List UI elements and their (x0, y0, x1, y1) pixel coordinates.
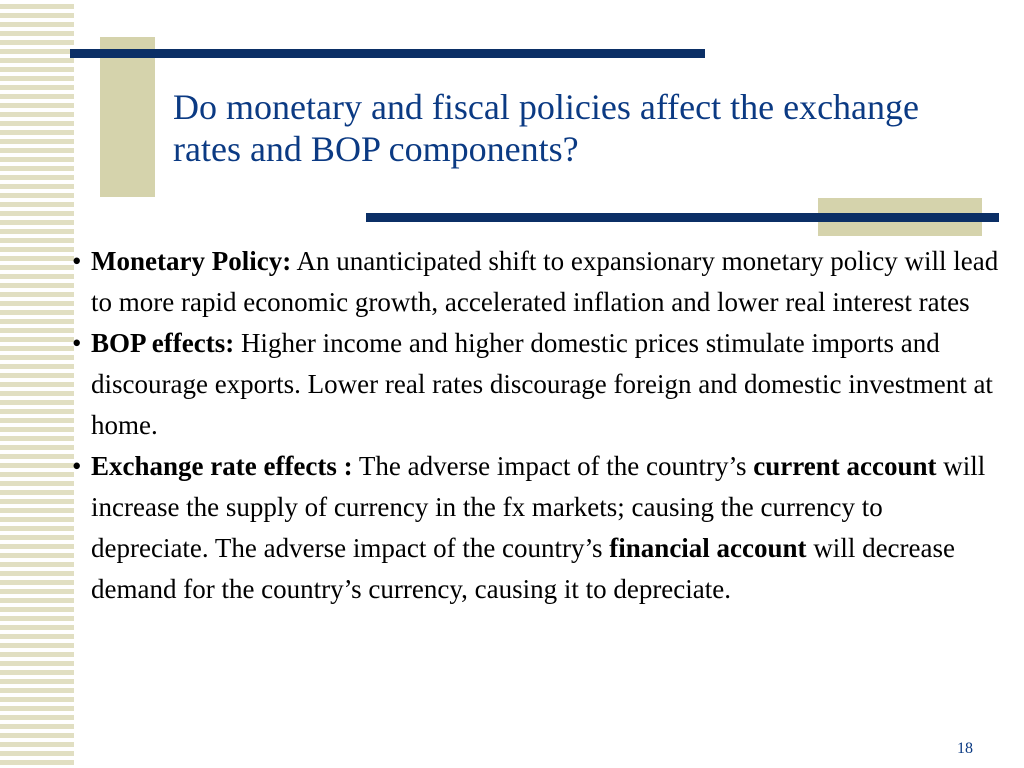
bullet-text (91, 446, 1007, 610)
bullet-heading: Monetary Policy: (91, 246, 292, 276)
bullet-body-part: will increase the supply of currency in the fx markets; causing the currency to depreciate. The adverse impact of the country’s (91, 451, 986, 563)
bullet-body-part: The adverse impact of the country’s (352, 451, 754, 481)
bullet-heading: BOP effects: (91, 328, 235, 358)
bullet-item-exchange-rate-effects (72, 446, 1007, 610)
bullet-text (91, 323, 1007, 446)
bullet-item-bop-effects (72, 323, 1007, 446)
bullet-symbol: • (72, 328, 82, 358)
left-stripe-decoration (0, 0, 74, 768)
bullet-body-part: will decrease demand for the country’s currency, causing it to depreciate. (91, 533, 955, 604)
slide-title: Do monetary and fiscal policies affect the exchange rates and BOP components? (173, 87, 920, 169)
bullet-symbol: • (72, 246, 82, 276)
title-accent-block (100, 37, 155, 197)
bottom-rule (366, 213, 999, 222)
bullet-symbol: • (72, 451, 82, 481)
bullet-body: Higher income and higher domestic prices stimulate imports and discourage exports. Lower real rates discourage foreign and domestic investment at home. (91, 328, 993, 440)
bullet-text (91, 241, 1007, 323)
top-rule (70, 49, 705, 58)
bullet-item-monetary-policy (72, 241, 1007, 323)
bullet-heading: Exchange rate effects : (91, 451, 353, 481)
bullet-list (72, 241, 1007, 610)
bullet-body: An unanticipated shift to expansionary monetary policy will lead to more rapid economic growth, accelerated inflation and lower real interest rates (91, 246, 999, 317)
bold-term-current-account: current account (753, 451, 937, 481)
bold-term-financial-account: financial account (609, 533, 807, 563)
page-number: 18 (957, 740, 973, 757)
